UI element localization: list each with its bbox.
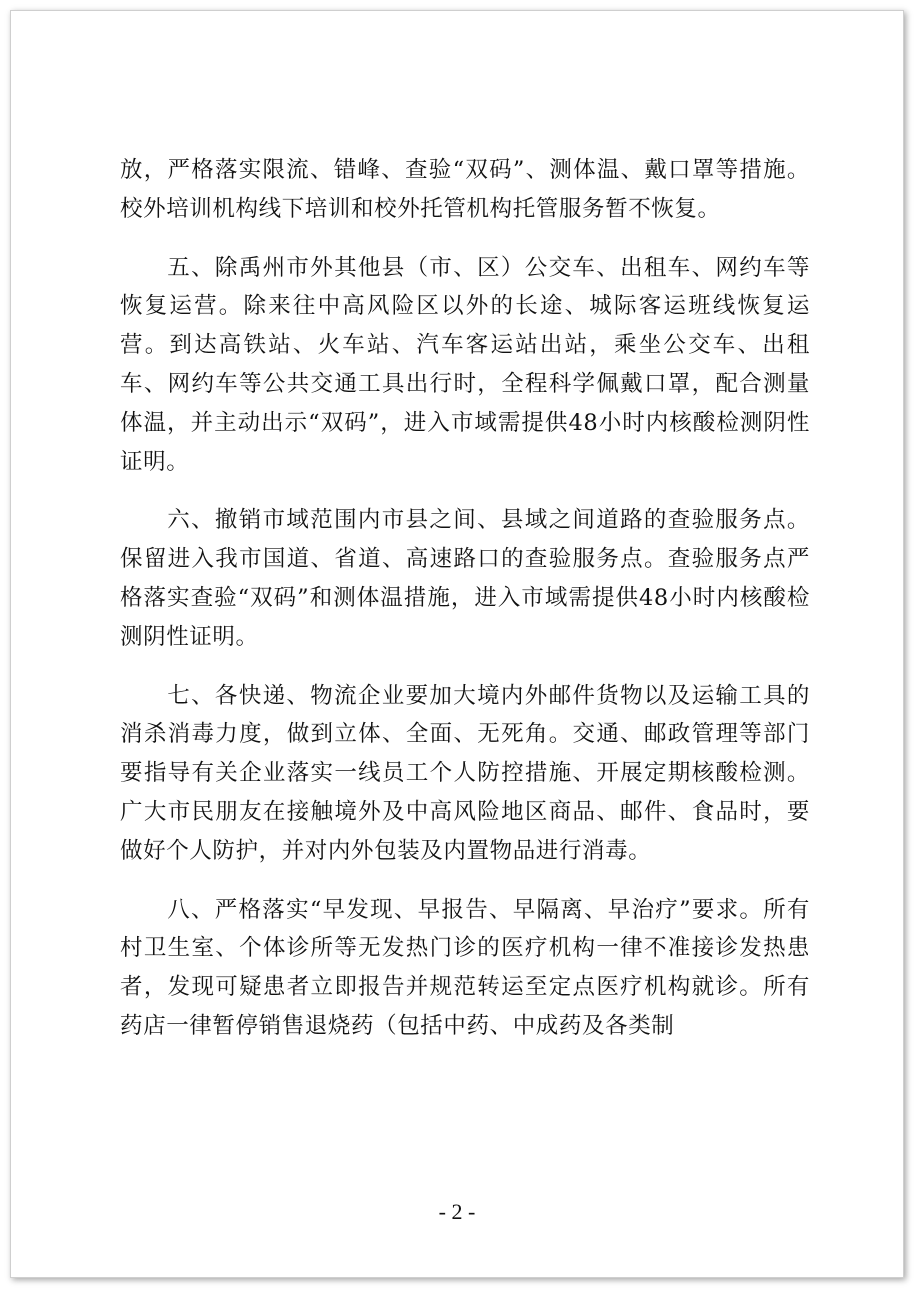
document-page: [10, 10, 904, 1278]
paragraph-item-6: 六、撤销市域范围内市县之间、县域之间道路的查验服务点。保留进入我市国道、省道、高速路口的查验服务点。查验服务点严格落实查验“双码”和测体温措施，进入市域需提供48小时内核酸检测阴性证明。: [120, 507, 810, 650]
page-number: - 2 -: [438, 1199, 476, 1224]
document-body: [120, 151, 810, 1046]
paragraph-gap: [120, 481, 810, 501]
paragraph-item-7: 七、各快递、物流企业要加大境内外邮件货物以及运输工具的消杀消毒力度，做到立体、全面、无死角。交通、邮政管理等部门要指导有关企业落实一线员工个人防控措施、开展定期核酸检测。广大市民朋友在接触境外及中高风险地区商品、邮件、食品时，要做好个人防护，并对内外包装及内置物品进行消毒。: [120, 682, 810, 864]
paragraph-gap: [120, 657, 810, 677]
paragraph-item-8: 八、严格落实“早发现、早报告、早隔离、早治疗”要求。所有村卫生室、个体诊所等无发热门诊的医疗机构一律不准接诊发热患者，发现可疑患者立即报告并规范转运至定点医疗机构就诊。所有药店一律暂停销售退烧药（包括中药、中成药及各类制: [120, 896, 810, 1039]
paragraph-gap: [120, 229, 810, 249]
paragraph-item-5: 五、除禹州市外其他县（市、区）公交车、出租车、网约车等恢复运营。除来往中高风险区以外的长途、城际客运班线恢复运营。到达高铁站、火车站、汽车客运站出站，乘坐公交车、出租车、网约车等公共交通工具出行时，全程科学佩戴口罩，配合测量体温，并主动出示“双码”，进入市域需提供48小时内核酸检测阴性证明。: [120, 254, 810, 475]
paragraph-continuation: 放，严格落实限流、错峰、查验“双码”、测体温、戴口罩等措施。校外培训机构线下培训和校外托管机构托管服务暂不恢复。: [120, 157, 810, 222]
paragraph-gap: [120, 871, 810, 891]
